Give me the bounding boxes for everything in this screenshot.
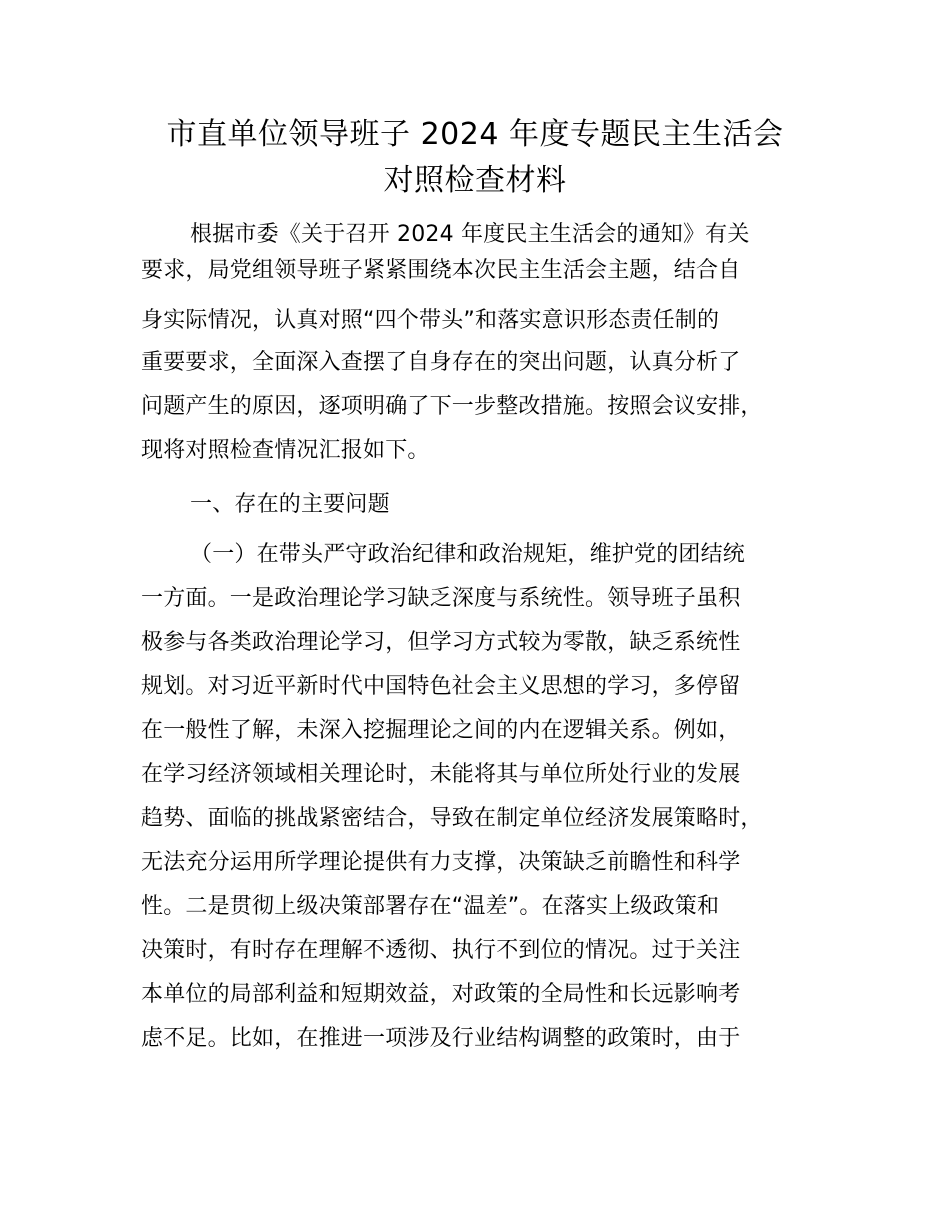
paragraph-1-line-3: 身实际情况，认真对照“四个带头”和落实意识形态责任制的: [141, 308, 720, 333]
paragraph-2-line-1: （一）在带头严守政治纪律和政治规矩，维护党的团结统: [190, 542, 746, 567]
paragraph-2-line-10: 决策时，有时存在理解不透彻、执行不到位的情况。过于关注: [141, 938, 741, 963]
paragraph-2-line-6: 在学习经济领域相关理论时，未能将其与单位所处行业的发展: [141, 762, 741, 787]
section-heading-1: 一、存在的主要问题: [190, 492, 390, 517]
paragraph-2-line-7: 趋势、面临的挑战紧密结合，导致在制定单位经济发展策略时，: [141, 806, 763, 831]
document-title-line-1: 市直单位领导班子 2024 年度专题民主生活会: [166, 117, 784, 152]
paragraph-2-line-3: 极参与各类政治理论学习，但学习方式较为零散，缺乏系统性: [141, 630, 741, 655]
paragraph-1-line-4: 重要要求，全面深入查摆了自身存在的突出问题，认真分析了: [141, 350, 741, 375]
paragraph-2-line-12: 虑不足。比如，在推进一项涉及行业结构调整的政策时，由于: [141, 1026, 741, 1051]
paragraph-1-line-5: 问题产生的原因，逐项明确了下一步整改措施。按照会议安排，: [141, 394, 763, 419]
paragraph-2-line-4: 规划。对习近平新时代中国特色社会主义思想的学习，多停留: [141, 674, 741, 699]
paragraph-2-line-2: 一方面。一是政治理论学习缺乏深度与系统性。领导班子虽积: [141, 586, 741, 611]
paragraph-2-line-11: 本单位的局部利益和短期效益，对政策的全局性和长远影响考: [141, 982, 741, 1007]
paragraph-1-line-6: 现将对照检查情况汇报如下。: [141, 438, 430, 463]
paragraph-1-line-2: 要求，局党组领导班子紧紧围绕本次民主生活会主题，结合自: [141, 258, 741, 283]
paragraph-2-line-9: 性。二是贯彻上级决策部署存在“温差”。在落实上级政策和: [141, 894, 720, 919]
paragraph-1-line-1: 根据市委《关于召开 2024 年度民主生活会的通知》有关: [190, 222, 750, 247]
paragraph-2-line-5: 在一般性了解，未深入挖掘理论之间的内在逻辑关系。例如，: [141, 718, 741, 743]
paragraph-2-line-8: 无法充分运用所学理论提供有力支撑，决策缺乏前瞻性和科学: [141, 850, 741, 875]
document-title-line-2: 对照检查材料: [383, 163, 567, 198]
